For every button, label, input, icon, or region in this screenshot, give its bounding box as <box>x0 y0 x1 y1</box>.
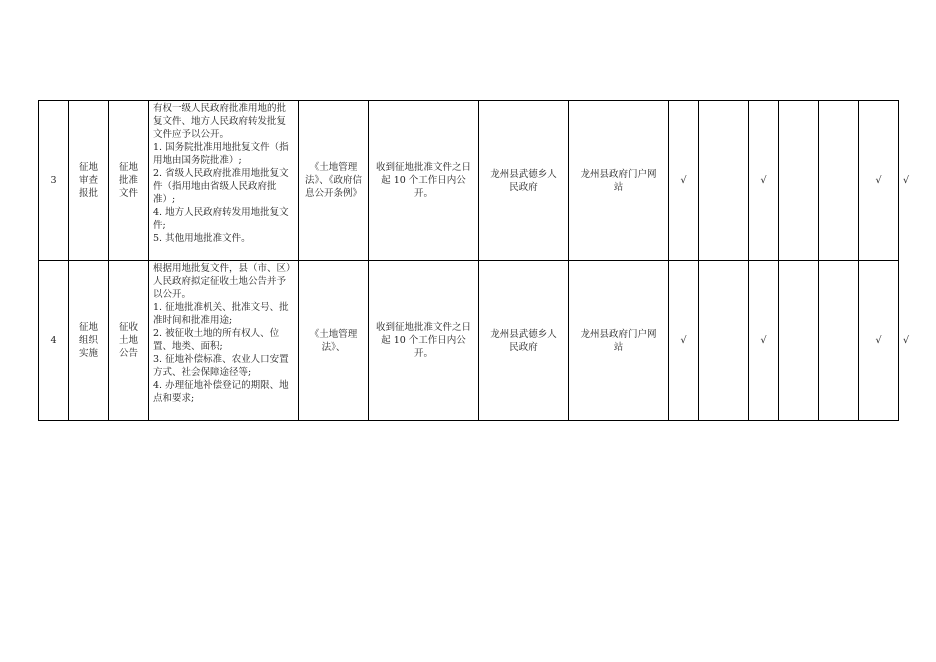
time-cell: 收到征地批准文件之日起 10 个工作日内公开。 <box>369 101 479 261</box>
check-cell <box>819 261 859 421</box>
row-number: 4 <box>39 261 69 421</box>
check-cell: √ <box>749 261 779 421</box>
content-line: 4. 办理征地补偿登记的期限、地点和要求; <box>153 380 289 404</box>
subject-cell: 龙州县武德乡人民政府 <box>479 261 569 421</box>
table-row: 4 征地组织实施 征收土地公告 根据用地批复文件，县（市、区）人民政府拟定征收土地公告并予以公开。 1. 征地批准机关、批准文号、批准时间和批准用途; 2. 被征收土地的所有权人、位置、地类、面积; 3. 征地补偿标准、农业人口安置方式、社会保障途径等; 4. 办理征地补偿登记的期限、地点和要求; 《土地管理法》、 收到征地批准文件之日起 10 个工作日内公开。 龙州县武德乡人民政府 龙州县政府门户网站 √ √ √ √ <box>39 261 899 421</box>
content-line: 1. 国务院批准用地批复文件（指用地由国务院批准）; <box>153 142 289 166</box>
table-row: 3 征地审查报批 征地批准文件 有权一级人民政府批准用地的批复文件、地方人民政府转发批复文件应予以公开。 1. 国务院批准用地批复文件（指用地由国务院批准）; 2. 省级人民政府批准用地批复文件（指用地由省级人民政府批准）; 4. 地方人民政府转发用地批复文件; 5. 其他用地批准文件。 《土地管理法》、《政府信息公开条例》 收到征地批准文件之日起 10 个工作日内公开。 龙州县武德乡人民政府 龙州县政府门户网站 √ √ √ √ <box>39 101 899 261</box>
item-cell: 征收土地公告 <box>109 261 149 421</box>
content-line: 5. 其他用地批准文件。 <box>153 233 251 244</box>
item-cell: 征地批准文件 <box>109 101 149 261</box>
stage-cell: 征地组织实施 <box>69 261 109 421</box>
row-number: 3 <box>39 101 69 261</box>
stage-cell: 征地审查报批 <box>69 101 109 261</box>
check-cell <box>819 101 859 261</box>
channel-cell: 龙州县政府门户网站 <box>569 261 669 421</box>
content-line: 1. 征地批准机关、批准文号、批准时间和批准用途; <box>153 302 289 326</box>
check-cell: √ <box>669 101 699 261</box>
check-cell <box>779 101 819 261</box>
basis-cell: 《土地管理法》、 <box>299 261 369 421</box>
check-cell: √ <box>859 261 899 421</box>
content-line: 2. 被征收土地的所有权人、位置、地类、面积; <box>153 328 280 352</box>
channel-cell: 龙州县政府门户网站 <box>569 101 669 261</box>
content-line: 根据用地批复文件，县（市、区）人民政府拟定征收土地公告并予以公开。 <box>153 263 291 300</box>
basis-cell: 《土地管理法》、《政府信息公开条例》 <box>299 101 369 261</box>
content-line: 2. 省级人民政府批准用地批复文件（指用地由省级人民政府批准）; <box>153 168 289 205</box>
check-cell <box>699 261 749 421</box>
content-line: 3. 征地补偿标准、农业人口安置方式、社会保障途径等; <box>153 354 289 378</box>
check-cell: √ <box>859 101 899 261</box>
check-cell: √ <box>749 101 779 261</box>
content-line: 4. 地方人民政府转发用地批复文件; <box>153 207 289 231</box>
check-cell <box>699 101 749 261</box>
content-cell <box>149 261 299 421</box>
subject-cell: 龙州县武德乡人民政府 <box>479 101 569 261</box>
check-cell <box>779 261 819 421</box>
disclosure-table <box>38 100 910 421</box>
check-cell: √ <box>669 261 699 421</box>
content-cell <box>149 101 299 261</box>
content-line: 有权一级人民政府批准用地的批复文件、地方人民政府转发批复文件应予以公开。 <box>153 103 287 140</box>
time-cell: 收到征地批准文件之日起 10 个工作日内公开。 <box>369 261 479 421</box>
